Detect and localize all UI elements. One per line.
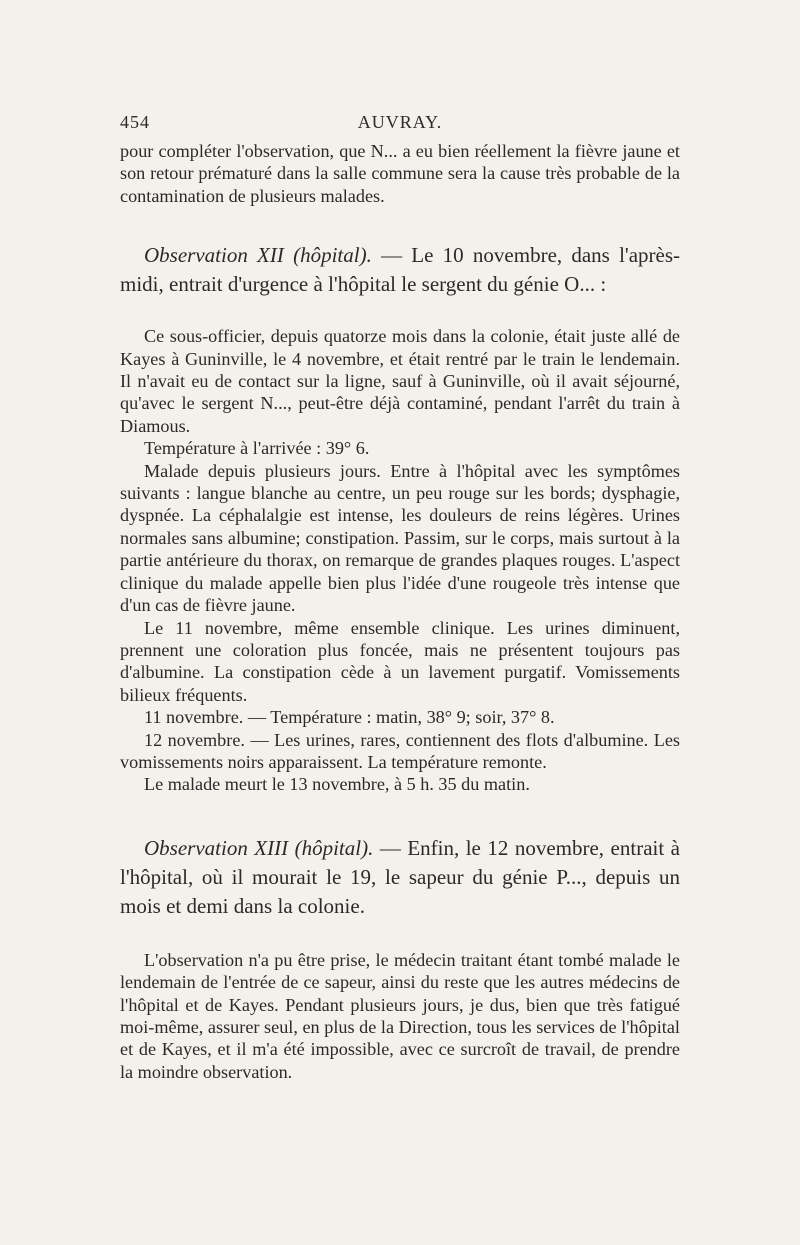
page-body [120,140,680,1083]
observation-12-paragraph: Ce sous-officier, depuis quatorze mois dans la colonie, était juste allé de Kayes à Guninville, le 4 novembre, et était rentré par le train le lendemain. Il n'avait eu de contact sur la ligne, sauf à Guninville, où il avait séjourné, qu'avec le sergent N..., peut-être déjà contaminé, pendant l'arrêt du train à Diamous. [120,326,680,436]
observation-12-paragraph: Le 11 novembre, même ensemble clinique. Les urines diminuent, prennent une coloration plus foncée, mais ne présentent toujours pas d'albumine. La constipation cède à un lavement purgatif. Vomissements bilieux fréquents. [120,617,680,705]
running-head: AUVRAY. [357,112,443,132]
observation-12-title: Observation XII (hôpital). [144,243,372,268]
observation-12-paragraph: Malade depuis plusieurs jours. Entre à l'hôpital avec les symptômes suivants : langue blanche au centre, un peu rouge sur les bords; dysphagie, dyspnée. La céphalalgie est intense, les douleurs de reins légères. Urines normales sans albumine; constipation. Passim, sur le corps, mais surtout à la partie antérieure du thorax, on remarque de grandes plaques rouges. L'aspect clinique du malade appelle bien plus l'idée d'une rougeole très intense que d'un cas de fièvre jaune. [120,460,680,616]
observation-13-heading [120,834,680,921]
observation-12-heading-text: — Le 10 novembre, dans l'après-midi, entrait d'urgence à l'hôpital le sergent du génie O... : [120,243,681,297]
observation-12-paragraph: 11 novembre. — Température : matin, 38° 9; soir, 37° 8. [144,707,555,728]
intro-paragraph: pour compléter l'observation, que N... a eu bien réellement la fièvre jaune et son retour prématuré dans la salle commune sera la cause très probable de la contamination de plusieurs malades. [120,141,680,206]
observation-12-heading [120,241,680,299]
observation-13-title: Observation XIII (hôpital). [144,835,374,860]
page-number: 454 [120,112,150,132]
observation-12-paragraph: 12 novembre. — Les urines, rares, contiennent des flots d'albumine. Les vomissements noirs apparaissent. La température remonte. [120,729,680,772]
observation-12-paragraph: Le malade meurt le 13 novembre, à 5 h. 35 du matin. [144,774,530,795]
observation-13-heading-text: — Enfin, le 12 novembre, entrait à l'hôpital, où il mourait le 19, le sapeur du génie P..., depuis un mois et demi dans la colonie. [120,835,680,918]
observation-13-paragraph: L'observation n'a pu être prise, le médecin traitant étant tombé malade le lendemain de l'entrée de ce sapeur, ainsi du reste que les autres médecins de l'hôpital et de Kayes. Pendant plusieurs jours, je dus, bien que très fatigué moi-même, assurer seul, en plus de la Direction, tous les services de l'hôpital et de Kayes, et il m'a été impossible, avec ce surcroît de travail, de prendre la moindre observation. [120,949,680,1082]
page-header [120,112,680,138]
observation-12-paragraph: Température à l'arrivée : 39° 6. [144,438,370,459]
